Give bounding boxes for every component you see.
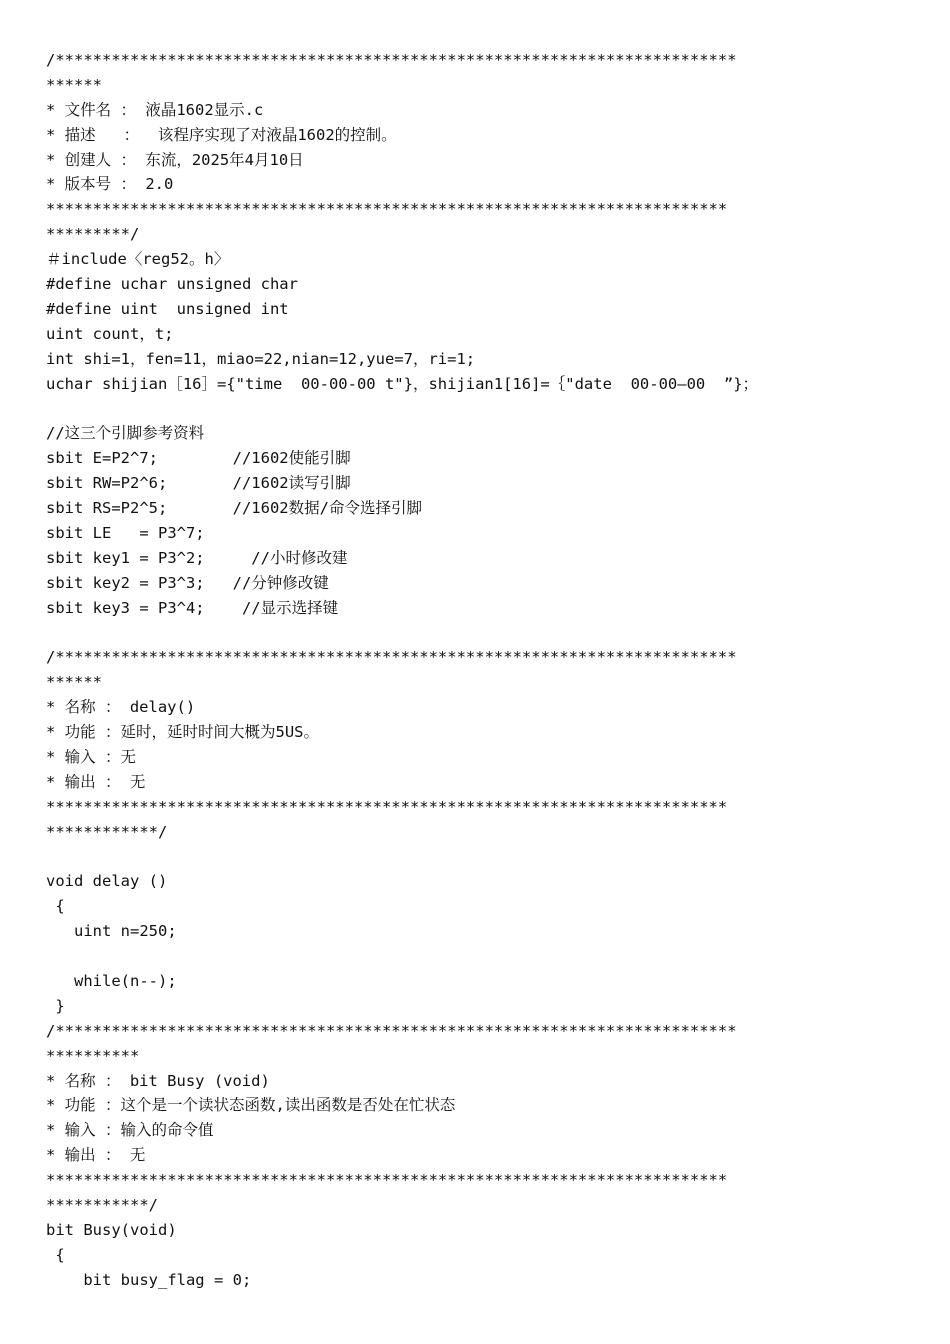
code-line-sbit-le: sbit LE = P3^7; <box>46 523 205 542</box>
code-line-busy-input: * 输入 ：输入的命令值 <box>46 1121 214 1140</box>
code-line-header-border-top: /************************************************************************* <box>46 51 737 69</box>
code-line-header-border-bottom-wrap: *********/ <box>46 225 140 244</box>
code-line-busy-border-bottom-wrap: ***********/ <box>46 1195 158 1214</box>
code-line-void-delay: void delay () <box>46 872 168 891</box>
code-line-blank <box>46 845 916 870</box>
code-line-delay-function: * 功能 ：延时，延时时间大概为5US。 <box>46 723 319 742</box>
code-line-delay-name: * 名称 ： delay() <box>46 698 196 717</box>
code-line-delay-output: * 输出 ： 无 <box>46 772 146 791</box>
code-line-bit-busy: bit Busy(void) <box>46 1220 177 1239</box>
code-line-delay-border-bottom-wrap: ************/ <box>46 822 168 841</box>
code-line-uint-vars: uint count，t; <box>46 324 174 343</box>
code-line-header-border-bottom: ************************************************************************* <box>46 200 728 219</box>
code-line-delay-input: * 输入 ：无 <box>46 747 136 766</box>
code-line-blank <box>46 396 916 421</box>
code-line-busy-border-top: /************************************************************************* <box>46 1021 737 1040</box>
code-line-description: * 描述 ： 该程序实现了对液晶1602的控制。 <box>46 125 397 144</box>
code-line-version: * 版本号 ： 2.0 <box>46 175 174 194</box>
source-code <box>46 48 916 1293</box>
code-line-while: while(n--); <box>46 971 177 990</box>
code-line-include: ＃include〈reg52。h〉 <box>46 250 230 269</box>
code-line-int-vars: int shi=1，fen=11，miao=22,nian=12,yue=7，ri=1; <box>46 349 476 368</box>
code-line-sbit-key3: sbit key3 = P3^4; //显示选择键 <box>46 598 339 617</box>
code-line-define-uint: #define uint unsigned int <box>46 299 289 318</box>
code-line-sbit-key1: sbit key1 = P3^2; //小时修改建 <box>46 548 348 567</box>
code-line-delay-border-top-wrap: ****** <box>46 673 102 692</box>
code-line-open-brace: { <box>46 897 65 916</box>
code-line-sbit-e: sbit E=P2^7; //1602使能引脚 <box>46 449 351 468</box>
code-line-uchar-arrays: uchar shijian［16］={"time 00-00-00 t"}，shijian1[16]=｛"date 00-00—00 ”}； <box>46 374 759 393</box>
code-line-busy-name: * 名称 ： bit Busy (void) <box>46 1071 270 1090</box>
code-line-close-brace: } <box>46 996 65 1015</box>
code-line-busy-border-bottom: ************************************************************************* <box>46 1171 728 1190</box>
code-line-busy-function: * 功能 ：这个是一个读状态函数,读出函数是否处在忙状态 <box>46 1096 456 1115</box>
code-line-busy-flag: bit busy_flag = 0; <box>46 1270 252 1289</box>
code-line-delay-border-top: /************************************************************************* <box>46 648 737 667</box>
code-line-blank <box>46 944 916 969</box>
code-line-sbit-key2: sbit key2 = P3^3; //分钟修改键 <box>46 573 329 592</box>
code-line-sbit-rw: sbit RW=P2^6; //1602读写引脚 <box>46 474 351 493</box>
code-line-uint-n: uint n=250; <box>46 922 177 941</box>
code-line-filename: * 文件名 ： 液晶1602显示.c <box>46 100 264 119</box>
code-line-author: * 创建人 ： 东流，2025年4月10日 <box>46 150 304 169</box>
code-line-comment-pins: //这三个引脚参考资料 <box>46 424 205 443</box>
code-line-open-brace: { <box>46 1245 65 1264</box>
code-line-define-uchar: #define uchar unsigned char <box>46 275 298 294</box>
code-line-header-border-top-wrap: ****** <box>46 75 102 94</box>
code-line-sbit-rs: sbit RS=P2^5; //1602数据/命令选择引脚 <box>46 499 422 518</box>
code-line-delay-border-bottom: ************************************************************************* <box>46 797 728 816</box>
code-line-blank <box>46 620 916 645</box>
code-line-busy-border-top-wrap: ********** <box>46 1046 140 1065</box>
code-line-busy-output: * 输出 ： 无 <box>46 1146 146 1165</box>
